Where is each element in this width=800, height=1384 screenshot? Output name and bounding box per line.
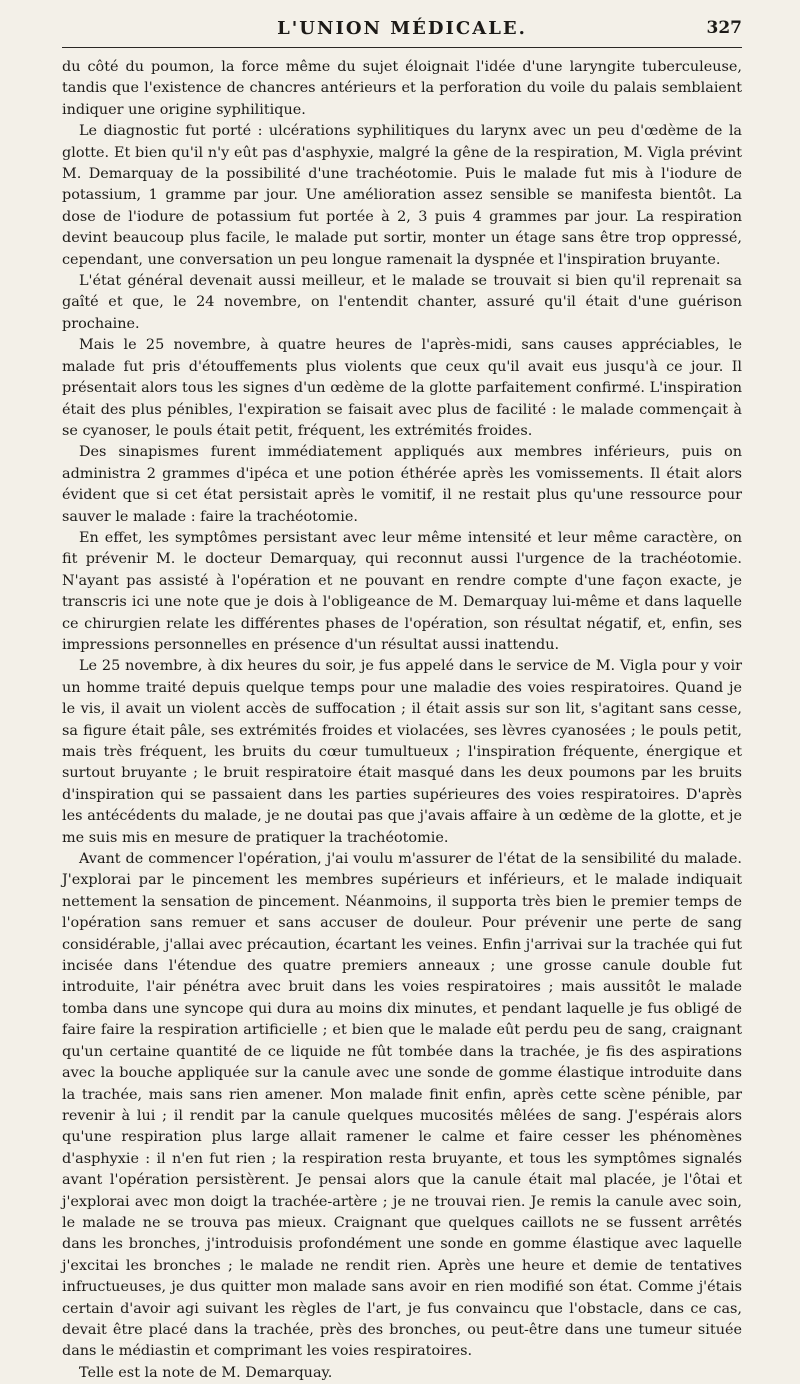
journal-title: L'UNION MÉDICALE. (277, 18, 527, 39)
paragraph: L'état général devenait aussi meilleur, et le malade se trouvait si bien qu'il reprenait sa gaîté et que, le 24 novembre, on l'entendit chanter, assuré qu'il était d'une guérison prochaine. (62, 273, 742, 332)
paragraph: Le diagnostic fut porté : ulcérations syphilitiques du larynx avec un peu d'œdème de la glotte. Et bien qu'il n'y eût pas d'asphyxie, malgré la gêne de la respiration, M. Vigla prévint M. Demarquay de la possibilité d'une trachéotomie. Puis le malade fut mis à l'iodure de potassium, 1 gramme par jour. Une amélioration assez sensible se manifesta bientôt. La dose de l'iodure de potassium fut portée à 2, 3 puis 4 grammes par jour. La respiration devint beaucoup plus facile, le malade put sortir, monter un étage sans être trop oppressé, cependant, une conversation un peu longue ramenait la dyspnée et l'inspiration bruyante. (62, 123, 742, 268)
paragraph: En effet, les symptômes persistant avec leur même intensité et leur même caractère, on fit prévenir M. le docteur Demarquay, qui reconnut aussi l'urgence de la trachéotomie. N'ayant pas assisté à l'opération et ne pouvant en rendre compte d'une façon exacte, je transcris ici une note que je dois à l'obligeance de M. Demarquay lui-même et dans laquelle ce chirurgien relate les différentes phases de l'opération, son résultat négatif, et, enfin, ses impressions personnelles en présence d'un résultat aussi inattendu. (62, 529, 742, 653)
paragraph: du côté du poumon, la force même du sujet éloignait l'idée d'une laryngite tuberculeuse, tandis que l'existence de chancres antérieurs et la perforation du voile du palais semblaient indiquer une origine syphilitique. (62, 59, 742, 118)
header-rule (62, 47, 742, 48)
page-number: 327 (706, 18, 742, 38)
running-header (62, 14, 742, 44)
paragraph: Le 25 novembre, à dix heures du soir, je fus appelé dans le service de M. Vigla pour y voir un homme traité depuis quelque temps pour une maladie des voies respiratoires. Quand je le vis, il avait un violent accès de suffocation ; il était assis sur son lit, s'agitant sans cesse, sa figure était pâle, ses extrémités froides et violacées, ses lèvres cyanosées ; le pouls petit, mais très fréquent, les bruits du cœur tumultueux ; l'inspiration fréquente, énergique et surtout bruyante ; le bruit respiratoire était masqué dans les deux poumons par les bruits d'inspiration qui se passaient dans les parties supérieures des voies respiratoires. D'après les antécédents du malade, je ne doutai pas que j'avais affaire à un œdème de la glotte, et je me suis mis en mesure de pratiquer la trachéotomie. (62, 658, 742, 846)
paragraph: Mais le 25 novembre, à quatre heures de l'après-midi, sans causes appréciables, le malade fut pris d'étouffements plus violents que ceux qu'il avait eus jusqu'à ce jour. Il présentait alors tous les signes d'un œdème de la glotte parfaitement confirmé. L'inspiration était des plus pénibles, l'expiration se faisait avec plus de facilité : le malade commençait à se cyanoser, le pouls était petit, fréquent, les extrémités froides. (62, 337, 742, 439)
paragraph: Avant de commencer l'opération, j'ai voulu m'assurer de l'état de la sensibilité du malade. J'explorai par le pincement les membres supérieurs et inférieurs, et le malade indiquait nettement la sensation de pincement. Néanmoins, il supporta très bien le premier temps de l'opération sans remuer et sans accuser de douleur. Pour prévenir une perte de sang considérable, j'allai avec précaution, écartant les veines. Enfin j'arrivai sur la trachée qui fut incisée dans l'étendue des quatre premiers anneaux ; une grosse canule double fut introduite, l'air pénétra avec bruit dans les voies respiratoires ; mais aussitôt le malade tomba dans une syncope qui dura au moins dix minutes, et pendant laquelle je fus obligé de faire faire la respiration artificielle ; et bien que le malade eût perdu peu de sang, craignant qu'un certaine quantité de ce liquide ne fût tombée dans la trachée, je fis des aspirations avec la bouche appliquée sur la canule avec une sonde de gomme élastique introduite dans la trachée, mais sans rien amener. Mon malade finit enfin, après cette scène pénible, par revenir à lui ; il rendit par la canule quelques mucosités mêlées de sang. J'espérais alors qu'une respiration plus large allait ramener le calme et faire cesser les phénomènes d'asphyxie : il n'en fut rien ; la respiration resta bruyante, et tous les symptômes signalés avant l'opération persistèrent. Je pensai alors que la canule était mal placée, je l'ôtai et j'explorai avec mon doigt la trachée-artère ; je ne trouvai rien. Je remis la canule avec soin, le malade ne se trouva pas mieux. Craignant que quelques caillots ne se fussent arrêtés dans les bronches, j'introduisis profondément une sonde en gomme élastique avec laquelle j'excitai les bronches ; le malade ne rendit rien. Après une heure et demie de tentatives infructueuses, je dus quitter mon malade sans avoir en rien modifié son état. Comme j'étais certain d'avoir agi suivant les règles de l'art, je fus convaincu que l'obstacle, dans ce cas, devait être placé dans la trachée, près des bronches, ou peut-être dans une tumeur située dans le médiastin et comprimant les voies respiratoires. (62, 851, 742, 1360)
article-body (62, 57, 742, 1384)
paragraph: Telle est la note de M. Demarquay. (79, 1364, 333, 1381)
paragraph: Des sinapismes furent immédiatement appliqués aux membres inférieurs, puis on administra 2 grammes d'ipéca et une potion éthérée après les vomissements. Il était alors évident que si cet état persistait après le vomitif, il ne restait plus qu'une ressource pour sauver le malade : faire la trachéotomie. (62, 444, 742, 525)
